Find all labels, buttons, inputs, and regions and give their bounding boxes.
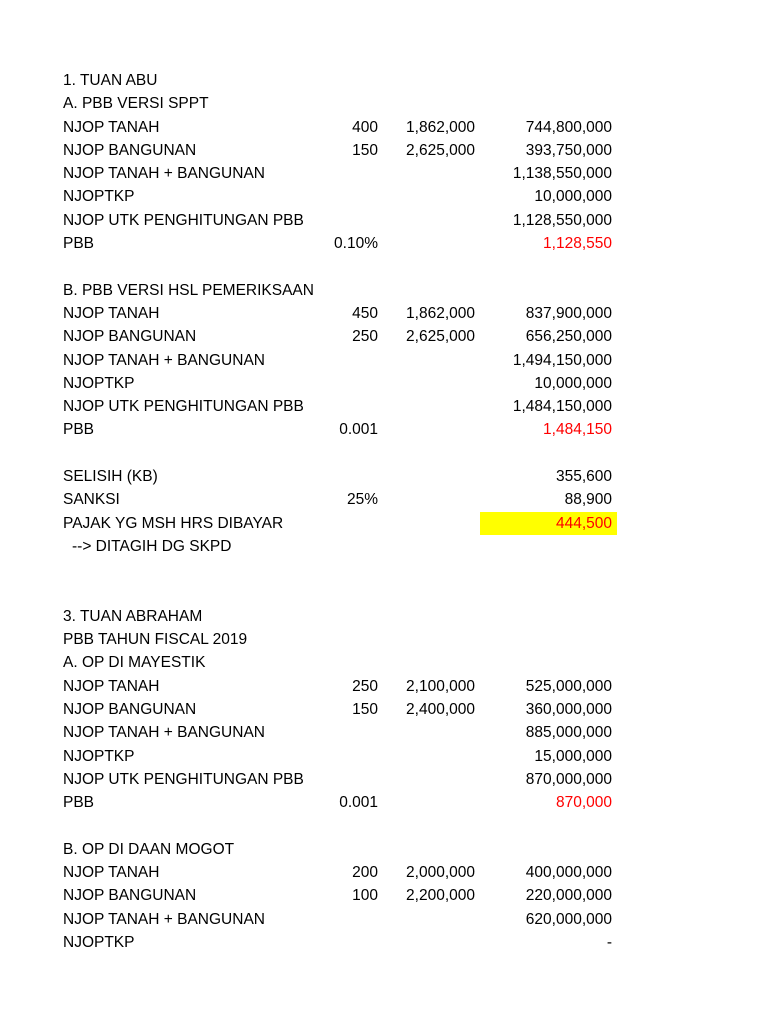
row-label: NJOPTKP bbox=[63, 933, 135, 951]
sheet-row bbox=[0, 488, 768, 511]
unit-price-cell: 1,862,000 bbox=[406, 304, 475, 322]
row-label: NJOP BANGUNAN bbox=[63, 328, 197, 346]
row-label: NJOP BANGUNAN bbox=[63, 701, 197, 719]
row-label: NJOPTKP bbox=[63, 747, 135, 765]
quantity-cell: 250 bbox=[352, 677, 378, 695]
sheet-row bbox=[0, 628, 768, 651]
row-label: NJOP UTK PENGHITUNGAN PBB bbox=[63, 770, 304, 788]
row-label: NJOP TANAH + BANGUNAN bbox=[63, 165, 265, 183]
quantity-cell: 0.10% bbox=[334, 235, 378, 253]
quantity-cell: 150 bbox=[352, 701, 378, 719]
row-label: 1. TUAN ABU bbox=[63, 72, 158, 89]
unit-price-cell: 1,862,000 bbox=[406, 118, 475, 136]
sheet-row bbox=[0, 395, 768, 418]
total-cell: 444,500 bbox=[555, 514, 612, 532]
quantity-cell: 450 bbox=[352, 304, 378, 322]
quantity-cell: 0.001 bbox=[339, 794, 378, 812]
sheet-row bbox=[0, 372, 768, 395]
row-label: PBB bbox=[63, 421, 95, 439]
quantity-cell: 150 bbox=[352, 141, 378, 159]
quantity-cell: 25% bbox=[346, 491, 378, 509]
sheet-row bbox=[0, 931, 768, 954]
sheet-row bbox=[0, 279, 768, 302]
sheet-row bbox=[0, 791, 768, 814]
total-cell: 837,900,000 bbox=[525, 304, 612, 322]
total-cell: 88,900 bbox=[564, 491, 612, 509]
sheet-row bbox=[0, 349, 768, 372]
sheet-row bbox=[0, 861, 768, 884]
row-label: NJOP BANGUNAN bbox=[63, 141, 197, 159]
sheet-row bbox=[0, 512, 768, 535]
row-label: NJOPTKP bbox=[63, 374, 135, 392]
row-label: NJOP UTK PENGHITUNGAN PBB bbox=[63, 211, 304, 229]
sheet-row bbox=[0, 302, 768, 325]
unit-price-cell: 2,625,000 bbox=[406, 141, 475, 159]
total-cell: 220,000,000 bbox=[525, 887, 612, 905]
sheet-row bbox=[0, 535, 768, 558]
total-cell: 1,128,550,000 bbox=[512, 211, 612, 229]
row-label: 3. TUAN ABRAHAM bbox=[63, 607, 203, 625]
sheet-row bbox=[0, 721, 768, 744]
total-cell: 885,000,000 bbox=[525, 724, 612, 742]
unit-price-cell: 2,200,000 bbox=[406, 887, 475, 905]
quantity-cell: 0.001 bbox=[339, 421, 378, 439]
row-label: PAJAK YG MSH HRS DIBAYAR bbox=[63, 514, 284, 532]
row-label: --> DITAGIH DG SKPD bbox=[72, 537, 232, 555]
total-cell: 656,250,000 bbox=[525, 328, 612, 346]
total-cell: 393,750,000 bbox=[525, 141, 612, 159]
total-cell: 355,600 bbox=[555, 468, 612, 486]
total-cell: 870,000 bbox=[555, 794, 612, 812]
row-label: NJOP BANGUNAN bbox=[63, 887, 197, 905]
blank-row bbox=[0, 442, 768, 465]
sheet-row bbox=[0, 651, 768, 674]
total-cell: 620,000,000 bbox=[525, 910, 612, 928]
row-label: B. OP DI DAAN MOGOT bbox=[63, 840, 235, 858]
total-cell: - bbox=[606, 933, 612, 951]
row-label: A. PBB VERSI SPPT bbox=[63, 95, 209, 113]
sheet-row bbox=[0, 675, 768, 698]
sheet-row bbox=[0, 908, 768, 931]
sheet-row bbox=[0, 745, 768, 768]
row-label: NJOP UTK PENGHITUNGAN PBB bbox=[63, 398, 304, 416]
total-cell: 870,000,000 bbox=[525, 770, 612, 788]
sheet-row bbox=[0, 162, 768, 185]
sheet-row bbox=[0, 768, 768, 791]
quantity-cell: 100 bbox=[352, 887, 378, 905]
row-label: NJOP TANAH bbox=[63, 677, 160, 695]
total-cell: 10,000,000 bbox=[534, 188, 612, 206]
total-cell: 15,000,000 bbox=[534, 747, 612, 765]
sheet-row bbox=[0, 69, 768, 92]
blank-row bbox=[0, 558, 768, 581]
row-label: NJOP TANAH bbox=[63, 118, 160, 136]
unit-price-cell: 2,000,000 bbox=[406, 864, 475, 882]
quantity-cell: 200 bbox=[352, 864, 378, 882]
total-cell: 744,800,000 bbox=[525, 118, 612, 136]
row-label: NJOP TANAH bbox=[63, 304, 160, 322]
blank-row bbox=[0, 582, 768, 605]
sheet-row bbox=[0, 139, 768, 162]
sheet-row bbox=[0, 605, 768, 628]
row-label: NJOPTKP bbox=[63, 188, 135, 206]
sheet-row bbox=[0, 698, 768, 721]
sheet-row bbox=[0, 185, 768, 208]
total-cell: 525,000,000 bbox=[525, 677, 612, 695]
row-label: A. OP DI MAYESTIK bbox=[63, 654, 206, 672]
total-cell: 1,484,150,000 bbox=[512, 398, 612, 416]
blank-row bbox=[0, 255, 768, 278]
row-label: PBB TAHUN FISCAL 2019 bbox=[63, 631, 248, 649]
row-label: NJOP TANAH bbox=[63, 864, 160, 882]
total-cell: 1,138,550,000 bbox=[512, 165, 612, 183]
total-cell: 360,000,000 bbox=[525, 701, 612, 719]
row-label: NJOP TANAH + BANGUNAN bbox=[63, 351, 265, 369]
total-cell: 1,484,150 bbox=[543, 421, 612, 439]
unit-price-cell: 2,100,000 bbox=[406, 677, 475, 695]
sheet-row bbox=[0, 92, 768, 115]
sheet-row bbox=[0, 884, 768, 907]
total-cell: 1,494,150,000 bbox=[512, 351, 612, 369]
row-label: PBB bbox=[63, 235, 95, 253]
row-label: NJOP TANAH + BANGUNAN bbox=[63, 910, 265, 928]
row-label: SANKSI bbox=[63, 491, 120, 509]
sheet-row bbox=[0, 232, 768, 255]
row-label: B. PBB VERSI HSL PEMERIKSAAN bbox=[63, 281, 314, 299]
sheet-row bbox=[0, 838, 768, 861]
sheet-row bbox=[0, 116, 768, 139]
total-cell: 10,000,000 bbox=[534, 374, 612, 392]
row-label: NJOP TANAH + BANGUNAN bbox=[63, 724, 265, 742]
total-cell: 400,000,000 bbox=[525, 864, 612, 882]
spreadsheet-sheet bbox=[0, 69, 768, 954]
quantity-cell: 400 bbox=[352, 118, 378, 136]
blank-row bbox=[0, 815, 768, 838]
unit-price-cell: 2,625,000 bbox=[406, 328, 475, 346]
sheet-row bbox=[0, 418, 768, 441]
sheet-row bbox=[0, 325, 768, 348]
sheet-row bbox=[0, 465, 768, 488]
unit-price-cell: 2,400,000 bbox=[406, 701, 475, 719]
total-cell: 1,128,550 bbox=[543, 235, 612, 253]
row-label: PBB bbox=[63, 794, 95, 812]
row-label: SELISIH (KB) bbox=[63, 468, 158, 486]
quantity-cell: 250 bbox=[352, 328, 378, 346]
sheet-row bbox=[0, 209, 768, 232]
